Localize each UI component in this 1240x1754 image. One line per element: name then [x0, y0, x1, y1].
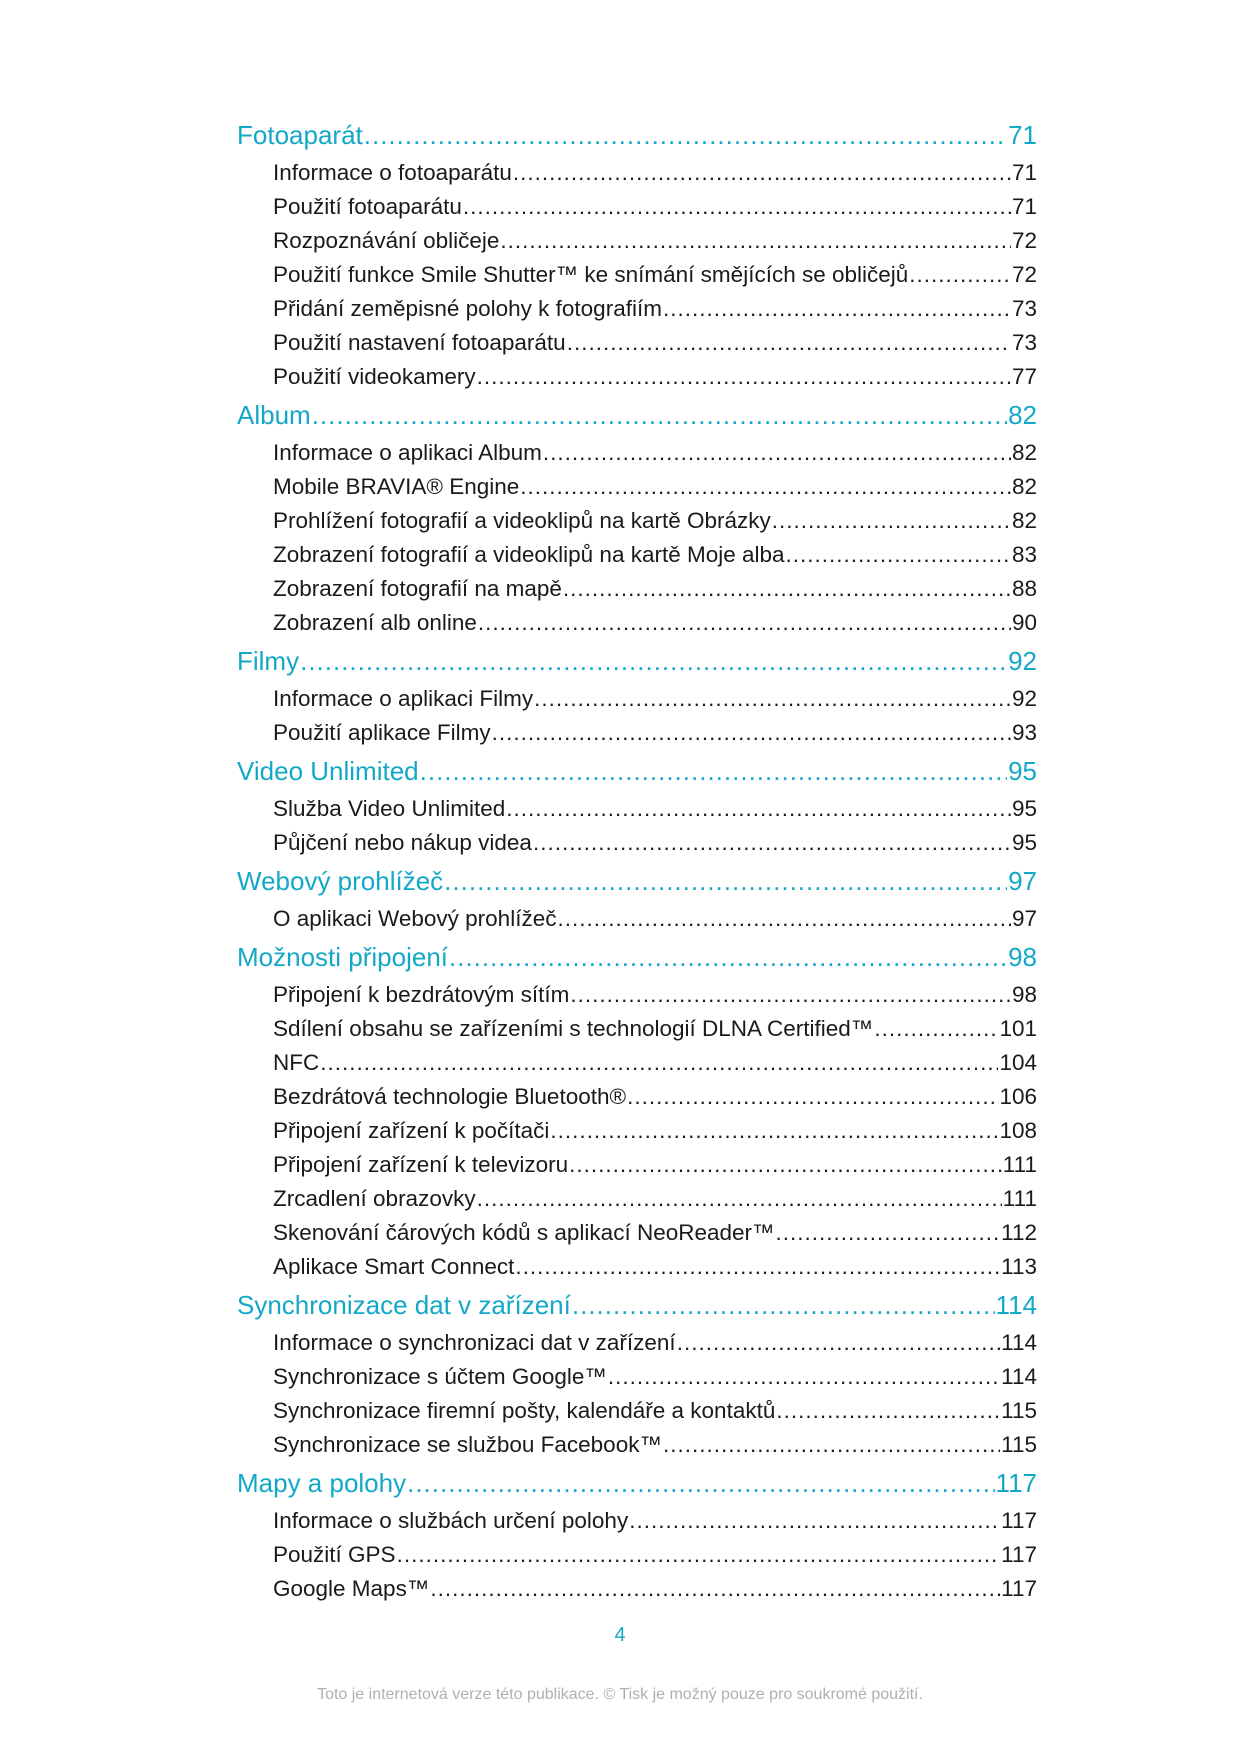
toc-subsection-entry[interactable] — [237, 326, 1037, 360]
toc-subsection-entry[interactable] — [237, 436, 1037, 470]
dot-leader — [663, 1428, 1000, 1462]
dot-leader — [397, 1538, 1001, 1572]
toc-subsection-entry[interactable] — [237, 682, 1037, 716]
subsection-title: Zobrazení fotografií a videoklipů na kartě Moje alba — [273, 542, 785, 567]
subsection-page-number: 73 — [1011, 330, 1037, 355]
dot-leader — [477, 360, 1011, 394]
subsection-page-number: 95 — [1011, 830, 1037, 855]
toc-section — [237, 1462, 1037, 1606]
toc-section — [237, 860, 1037, 936]
dot-leader — [477, 1182, 1002, 1216]
subsection-title: Použití videokamery — [273, 364, 476, 389]
dot-leader — [364, 114, 1007, 156]
dot-leader — [627, 1080, 998, 1114]
dot-leader — [786, 538, 1011, 572]
toc-subsection-entry[interactable] — [237, 292, 1037, 326]
toc-subsection-entry[interactable] — [237, 538, 1037, 572]
subsection-title: Přidání zeměpisné polohy k fotografiím — [273, 296, 662, 321]
subsection-title: NFC — [273, 1050, 320, 1075]
chapter-title: Video Unlimited — [237, 756, 419, 786]
toc-section — [237, 640, 1037, 750]
subsection-page-number: 117 — [1001, 1508, 1037, 1533]
toc-section — [237, 394, 1037, 640]
toc-chapter-entry[interactable] — [237, 114, 1037, 156]
subsection-title: Zobrazení alb online — [273, 610, 477, 635]
subsection-page-number: 115 — [1001, 1432, 1037, 1457]
dot-leader — [570, 978, 1011, 1012]
dot-leader — [320, 1046, 998, 1080]
chapter-page-number: 71 — [1008, 120, 1037, 150]
subsection-title: Použití GPS — [273, 1542, 396, 1567]
subsection-title: Připojení k bezdrátovým sítím — [273, 982, 570, 1007]
dot-leader — [909, 258, 1011, 292]
dot-leader — [569, 1148, 1002, 1182]
subsection-page-number: 117 — [1001, 1576, 1037, 1601]
chapter-page-number: 114 — [995, 1290, 1037, 1320]
chapter-page-number: 82 — [1008, 400, 1037, 430]
dot-leader — [772, 504, 1011, 538]
subsection-page-number: 82 — [1011, 440, 1037, 465]
dot-leader — [608, 1360, 1000, 1394]
subsection-page-number: 82 — [1011, 508, 1037, 533]
subsection-page-number: 111 — [1002, 1152, 1037, 1177]
toc-subsection-entry[interactable] — [237, 1046, 1037, 1080]
dot-leader — [513, 156, 1011, 190]
subsection-page-number: 72 — [1011, 228, 1037, 253]
toc-subsection-entry[interactable] — [237, 224, 1037, 258]
toc-chapter-entry[interactable] — [237, 860, 1037, 902]
dot-leader — [444, 860, 1007, 902]
subsection-title: O aplikaci Webový prohlížeč — [273, 906, 557, 931]
chapter-page-number: 92 — [1008, 646, 1037, 676]
chapter-title: Fotoaparát — [237, 120, 363, 150]
toc-subsection-entry[interactable] — [237, 826, 1037, 860]
subsection-title: Použití nastavení fotoaparátu — [273, 330, 566, 355]
subsection-page-number: 114 — [1001, 1330, 1037, 1355]
subsection-page-number: 92 — [1011, 686, 1037, 711]
dot-leader — [506, 792, 1011, 826]
dot-leader — [420, 750, 1007, 792]
toc-subsection-entry[interactable] — [237, 1394, 1037, 1428]
toc-subsection-entry[interactable] — [237, 902, 1037, 936]
subsection-title: Informace o aplikaci Filmy — [273, 686, 534, 711]
toc-subsection-entry[interactable] — [237, 1148, 1037, 1182]
dot-leader — [629, 1504, 1000, 1538]
toc-subsection-entry[interactable] — [237, 572, 1037, 606]
subsection-title: Sdílení obsahu se zařízeními s technologií DLNA Certified™ — [273, 1016, 874, 1041]
subsection-page-number: 90 — [1011, 610, 1037, 635]
dot-leader — [563, 572, 1011, 606]
subsection-page-number: 71 — [1011, 194, 1037, 219]
subsection-page-number: 95 — [1011, 796, 1037, 821]
toc-subsection-entry[interactable] — [237, 1250, 1037, 1284]
toc-subsection-entry[interactable] — [237, 1216, 1037, 1250]
dot-leader — [449, 936, 1007, 978]
subsection-page-number: 114 — [1001, 1364, 1037, 1389]
toc-subsection-entry[interactable] — [237, 1504, 1037, 1538]
subsection-page-number: 101 — [999, 1016, 1037, 1041]
subsection-title: Mobile BRAVIA® Engine — [273, 474, 520, 499]
toc-subsection-entry[interactable] — [237, 978, 1037, 1012]
chapter-title: Webový prohlížeč — [237, 866, 444, 896]
page-number: 4 — [614, 1624, 626, 1646]
toc-chapter-entry[interactable] — [237, 1284, 1037, 1326]
dot-leader — [463, 190, 1011, 224]
dot-leader — [874, 1012, 998, 1046]
subsection-title: Připojení zařízení k televizoru — [273, 1152, 569, 1177]
subsection-title: Synchronizace se službou Facebook™ — [273, 1432, 662, 1457]
toc-chapter-entry[interactable] — [237, 750, 1037, 792]
dot-leader — [776, 1394, 1000, 1428]
dot-leader — [430, 1572, 1000, 1606]
chapter-page-number: 98 — [1008, 942, 1037, 972]
chapter-page-number: 97 — [1008, 866, 1037, 896]
subsection-title: Rozpoznávání obličeje — [273, 228, 500, 253]
dot-leader — [776, 1216, 1001, 1250]
subsection-title: Synchronizace firemní pošty, kalendáře a kontaktů — [273, 1398, 776, 1423]
subsection-title: Použití funkce Smile Shutter™ ke snímání smějících se obličejů — [273, 262, 909, 287]
subsection-title: Služba Video Unlimited — [273, 796, 506, 821]
toc-section — [237, 114, 1037, 394]
table-of-contents — [237, 114, 1037, 1606]
subsection-title: Synchronizace s účtem Google™ — [273, 1364, 607, 1389]
chapter-title: Synchronizace dat v zařízení — [237, 1290, 571, 1320]
subsection-title: Použití fotoaparátu — [273, 194, 462, 219]
toc-subsection-entry[interactable] — [237, 1572, 1037, 1606]
dot-leader — [500, 224, 1011, 258]
dot-leader — [663, 292, 1011, 326]
toc-chapter-entry[interactable] — [237, 936, 1037, 978]
subsection-title: Informace o fotoaparátu — [273, 160, 512, 185]
subsection-title: Bezdrátová technologie Bluetooth® — [273, 1084, 627, 1109]
dot-leader — [515, 1250, 1000, 1284]
subsection-title: Google Maps™ — [273, 1576, 430, 1601]
subsection-title: Informace o synchronizaci dat v zařízení — [273, 1330, 676, 1355]
subsection-page-number: 71 — [1011, 160, 1037, 185]
toc-subsection-entry[interactable] — [237, 1080, 1037, 1114]
toc-subsection-entry[interactable] — [237, 1326, 1037, 1360]
toc-subsection-entry[interactable] — [237, 258, 1037, 292]
subsection-page-number: 88 — [1011, 576, 1037, 601]
toc-subsection-entry[interactable] — [237, 1360, 1037, 1394]
subsection-page-number: 77 — [1011, 364, 1037, 389]
dot-leader — [543, 436, 1011, 470]
subsection-page-number: 111 — [1002, 1186, 1037, 1211]
subsection-title: Použití aplikace Filmy — [273, 720, 491, 745]
subsection-title: Aplikace Smart Connect — [273, 1254, 515, 1279]
toc-subsection-entry[interactable] — [237, 156, 1037, 190]
subsection-title: Informace o aplikaci Album — [273, 440, 542, 465]
toc-subsection-entry[interactable] — [237, 504, 1037, 538]
dot-leader — [312, 394, 1007, 436]
dot-leader — [572, 1284, 995, 1326]
chapter-title: Mapy a polohy — [237, 1468, 407, 1498]
toc-subsection-entry[interactable] — [237, 360, 1037, 394]
dot-leader — [567, 326, 1011, 360]
toc-chapter-entry[interactable] — [237, 640, 1037, 682]
footer-note: Toto je internetová verze této publikace. © Tisk je možný pouze pro soukromé použití. — [317, 1686, 923, 1703]
subsection-page-number: 82 — [1011, 474, 1037, 499]
subsection-page-number: 93 — [1011, 720, 1037, 745]
dot-leader — [533, 826, 1011, 860]
toc-subsection-entry[interactable] — [237, 716, 1037, 750]
dot-leader — [300, 640, 1007, 682]
chapter-title: Možnosti připojení — [237, 942, 448, 972]
toc-subsection-entry[interactable] — [237, 190, 1037, 224]
subsection-title: Zobrazení fotografií na mapě — [273, 576, 562, 601]
subsection-page-number: 113 — [1001, 1254, 1037, 1279]
subsection-page-number: 106 — [999, 1084, 1037, 1109]
subsection-page-number: 108 — [999, 1118, 1037, 1143]
subsection-page-number: 72 — [1011, 262, 1037, 287]
subsection-page-number: 115 — [1001, 1398, 1037, 1423]
chapter-title: Album — [237, 400, 311, 430]
subsection-title: Zrcadlení obrazovky — [273, 1186, 476, 1211]
dot-leader — [520, 470, 1011, 504]
toc-section — [237, 750, 1037, 860]
dot-leader — [407, 1462, 994, 1504]
subsection-page-number: 73 — [1011, 296, 1037, 321]
toc-subsection-entry[interactable] — [237, 470, 1037, 504]
dot-leader — [677, 1326, 1000, 1360]
subsection-page-number: 97 — [1011, 906, 1037, 931]
toc-subsection-entry[interactable] — [237, 1012, 1037, 1046]
toc-subsection-entry[interactable] — [237, 1428, 1037, 1462]
subsection-page-number: 98 — [1011, 982, 1037, 1007]
toc-section — [237, 936, 1037, 1284]
subsection-title: Informace o službách určení polohy — [273, 1508, 629, 1533]
dot-leader — [478, 606, 1011, 640]
subsection-title: Půjčení nebo nákup videa — [273, 830, 532, 855]
subsection-title: Prohlížení fotografií a videoklipů na kartě Obrázky — [273, 508, 771, 533]
chapter-page-number: 117 — [995, 1468, 1037, 1498]
subsection-page-number: 104 — [999, 1050, 1037, 1075]
toc-subsection-entry[interactable] — [237, 1538, 1037, 1572]
toc-subsection-entry[interactable] — [237, 1114, 1037, 1148]
toc-subsection-entry[interactable] — [237, 792, 1037, 826]
subsection-title: Připojení zařízení k počítači — [273, 1118, 550, 1143]
toc-section — [237, 1284, 1037, 1462]
toc-chapter-entry[interactable] — [237, 1462, 1037, 1504]
toc-subsection-entry[interactable] — [237, 606, 1037, 640]
dot-leader — [534, 682, 1011, 716]
subsection-page-number: 83 — [1011, 542, 1037, 567]
chapter-title: Filmy — [237, 646, 300, 676]
toc-chapter-entry[interactable] — [237, 394, 1037, 436]
dot-leader — [557, 902, 1011, 936]
subsection-page-number: 112 — [1001, 1220, 1037, 1245]
toc-subsection-entry[interactable] — [237, 1182, 1037, 1216]
dot-leader — [550, 1114, 998, 1148]
chapter-page-number: 95 — [1008, 756, 1037, 786]
subsection-title: Skenování čárových kódů s aplikací NeoReader™ — [273, 1220, 775, 1245]
dot-leader — [492, 716, 1011, 750]
subsection-page-number: 117 — [1001, 1542, 1037, 1567]
